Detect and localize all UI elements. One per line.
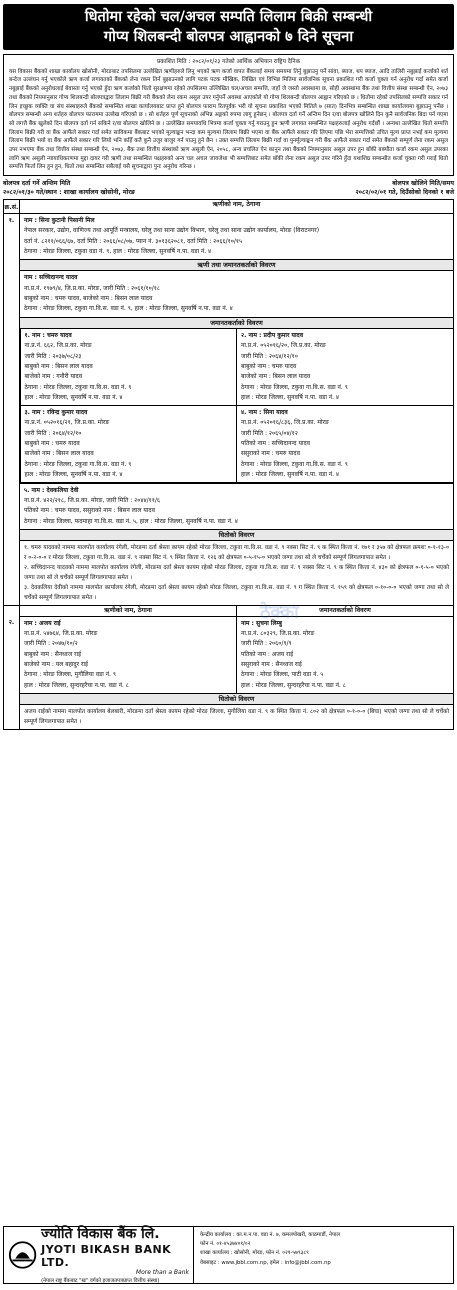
guarantor-name: ५. नाम : देवकलिया देवी — [24, 486, 79, 494]
auction-table — [3, 199, 454, 730]
guarantor-line: बाजेको नाम : बिसन लाल यादव — [24, 450, 94, 458]
notice-title — [3, 4, 454, 50]
notice-paragraph: यस विकास बैंकको शाखा कार्यालय खोसोनी, मोरङबाट तपसिलमा उल्लेखित ऋणीहरुले लिनु भएको ऋण कर्जा वापत बैंकलाई समय समयमा तिर्नु बुझाउनु पर्ने सांवा, ब्याज, थप ब्याज, आदि तालिरी नबुझाई कर्जाको शर्त बन्देज उल्लंघन गर्नु भएकोले ऋण कर्जा लगायतको बैंकको लेना रकम तिर्न बुझाउनको लागि पटक पटक मौखिक, लिखित एवं विभिन्न मितिमा सार्वजनिक सूचना प्रकाशित गरी कर्जा चुक्ता गर्न अनुरोध गर्दा समेत कर्जा नबुझाई बैंकको अनुरोधलाई बेवास्ता गर्नु भएको हुँदा ऋण कर्जाको धितो सुरक्षणमा रहेको तपसिलमा उल्लिखित चल/अचल सम्पत्ति, जहाँ जे जस्तो अवस्थामा छ, सोही अवस्थामा बैंक तथा वित्तीय संस्था सम्बन्धी ऐन, २०७३ तथा बैंकको नियमानुसार गोप्य शिलबन्दी बोलपत्रद्वारा लिलाम बिक्री गरी बैंकको लेना रकम असुल उपर गर्नुपर्ने अवस्था आएकोले यो गोप्य शिलबन्दी बोलपत्र आह्वान गरिएको छ । धितोमा रहेको तपसिलको सम्पत्ति सकार गर्न लिन इच्छुक व्यक्ति वा संघ संस्थाहरुले बैंकको सम्बन्धित शाखा कार्यालयबाट प्राप्त हुने बोलपत्र फाराम रितपूर्वक भरी यो सूचना प्रकाशित भएको मितिले ७ (सात) दिनभित्र सम्बन्धित शाखा कार्यालयमा बुझाउनु पर्नेछ । बोलपत्र सम्बन्धी अन्य शर्तहरु बोलपत्र फाराममा उल्लेख गरिएको छ । सो शर्तहरु पूर्ण सूचनाको अभिन्न अङ्गको रुपमा लागु हुनेछन् । बोलपत्र दर्ता गर्ने अन्तिम दिन र/वा बोलपत्र खोलिने दिन कुनै सार्वजनिक बिदा पर्न गएमा सो लगत्तै बैंक खुलेको दिन बोलपत्र दर्ता गर्न सकिने र/वा बोलपत्र खोलिने छ । उल्लेखित समयावधि भित्रमा कर्जा चुक्ता गर्नु गराउनु हुन ऋणी लगायत सम्बन्धित पक्षहरुलाई अनुरोध गर्दछौं । अन्यथा उल्लेखित धितो सम्पत्ति लिलाम बिक्री गरी वा बैंक आफैंले सकार गर्दा समेत साविकमा बैंकबाट भएको मूल्याङ्कन भन्दा कम मूल्यमा लिलाम बिक्री भएमा वा बैंक आफैंले सकार गरि लिएमा पछि भेरा सम्पत्तिको उचित मूल्य प्राप्त नभई कम मूल्यमा लिलाम बिक्री भयो वा बैंक आफैंले सकार गरि लियो भनि कहिँ कतै कुनै उजुर बाजुर गर्न पाउनु हुने छैन । उक्त सम्पत्ति लिलाम बिक्री गर्दा वा पुनर्मूल्याङ्कन गरी बैंक आफैंले सकार गर्दा समेत बैंकको सम्पूर्ण लेना रकम असुल उपर नभएमा बैंक तथा वित्तीय संस्था सम्बन्धी ऐन, २०७३, बैंक तथा वित्तीय संस्थाको ऋण असुली ऐन, २०५८, अन्य प्रचलित ऐन कानुन तथा बैंकको नियमानुसार असुल उपर हुन बाँकी बक्यौता कर्जा रकम असुल उपरका लागि ऋण असुली न्यायाधिकरणमा मुद्दा दायर गरी ऋणी तथा सम्बन्धित पक्षहरुको अन्य चल अचल जायजेथा भी सम्पत्तिबाट समेत बाँकी लेना रकम असुल उपर गरिने हुँदा यथाशिघ्र सम्बन्धीत कर्जा चुक्ता गरी गराई धितो सम्पत्ति फिर्ता लिन हुन हुन, धितो तथा सम्बन्धित सबैलाई यसै सूचनाद्वारा पुनः अनुरोध गरिन्छ । — [9, 68, 448, 171]
guarantor-line: हाल : मोरङ जिल्ला, सुनवर्षि न.पा. वडा नं. ४ — [24, 393, 123, 401]
case-1-sn: १. — [4, 214, 20, 606]
guarantor-grid — [20, 329, 453, 483]
guarantor-line: ठेगाना : मोरङ जिल्ला, टकुवा गा.वि.स. वडा नं. ९ — [24, 460, 132, 468]
case-2-sn: २. — [4, 616, 20, 729]
guarantor-line: हाल : मोरङ जिल्ला, सुन्दरहरैचा न.पा. वडा नं. ८ — [241, 681, 346, 689]
guarantor-name: १. नाम : चमरु यादव — [24, 332, 72, 340]
watermark: ठेक्का — [260, 602, 299, 623]
borrower-guarantor-header: ऋणी तथा जमानतकर्ताको विवरण — [20, 259, 453, 271]
guarantor-line: पतिको नाम : अजय राई — [241, 650, 294, 658]
deadline-value: २०८२/०१/३० गते/स्थान : शाखा कार्यालय खोसोनी, मोरङ — [3, 189, 135, 197]
guarantor-line: ठेगाना : मोरङ जिल्ला, टकुवा गा.वि.स. वडा नं. ९ — [241, 383, 348, 391]
opening-label: बोलपत्र खोलिने मिति/समय — [392, 180, 454, 188]
borrower-line: ठेगाना : मोरङ जिल्ला, टकुवा वडा नं. ९, हाल : मोरङ जिल्ला, सुनवर्षि न.पा. वडा नं. ४ — [24, 248, 212, 256]
guarantor-card — [236, 405, 454, 483]
guarantor-line: बाजेको नाम : गनौरी यादव — [24, 373, 83, 381]
guarantor-name: २. नाम : प्रदीप कुमार यादव — [241, 332, 304, 340]
guarantor-name: ३. नाम : रविन्द्र कुमार यादव — [24, 409, 88, 417]
borrower-name: नाम : अजय राई — [24, 619, 61, 627]
guarantor-line: जारी मिति : २०६५/०४/१२ — [241, 429, 298, 437]
guarantor-line: जारी मिति : २०६४/१२/१० — [24, 429, 82, 437]
deadline-label: बोलपत्र दर्ता गर्ने अन्तिम मिति — [3, 180, 71, 188]
guarantor-line: ना.प्र.नं. ४२२/२१८, जि.प्र.का. मोरङ, जारी मिति : २०४४/११/६ — [24, 496, 161, 504]
bank-tagline: More than a Bank — [135, 1268, 189, 1276]
collateral-header: धितोको विवरण — [20, 529, 453, 541]
borrower-line: नेपाल सरकार, उद्योग, वाणिज्य तथा आपूर्ति मन्त्रालय, घरेलु तथा साना उद्योग विभाग, घरेलु तथा साना उद्योग कार्यालय, मोरङ (विराटनगर) — [24, 227, 320, 235]
guarantor-name: ४. नाम : सिना यादव — [241, 409, 288, 417]
borrower-line: ठेगाना : मोरङ जिल्ला, मुगौलिया वडा नं. ९ — [24, 671, 116, 679]
collateral-item: ३. देवकलिया देवीको नाममा मालपोत कार्यालय रंगेली, मोरङमा दर्ता श्रेस्ता कायम रहेको मोरङ जिल्ला, टकुवा गा.वि.स. वडा नं. ९ ग स्थित कित्ता नं. १५९ को क्षेत्रफल ०-१०-०-० भएको जग्गा तथा सो ले चर्चेको सम्पूर्ण लिगलगापात समेत । — [24, 584, 449, 601]
borrower-line: बाजेको नाम : यल बहादुर राई — [24, 661, 88, 669]
guarantor-line: ना.प्र.नं. ६६२, जि.प्र.का. मोरङ — [24, 342, 92, 350]
bank-contact — [194, 1227, 453, 1283]
sn-header: क्र.सं. — [4, 200, 20, 214]
guarantor-line: ससुराको नाम : चमरु यादव — [241, 450, 300, 458]
tender-dates — [3, 179, 454, 197]
head-office-phone: फोन नं. ०१-४५३७४०१/०२ — [200, 1241, 251, 1248]
borrower-line: बाबुको नाम : सैनध्वज राई — [24, 650, 82, 658]
guarantor-line: जारी मिति : २०६०/९/९ — [241, 640, 292, 648]
proprietor-line: ठेगाना : मोरङ जिल्ला, टकुवा गा.वि.स. वडा नं. ९, हाल : मोरङ जिल्ला, सुनवर्षि न.पा. वडा नं. ४ — [24, 305, 233, 313]
guarantor-line: ठेगाना : मोरङ जिल्ला, टकुवा गा.वि.स. वडा नं. ९ — [241, 460, 348, 468]
borrower-header: ऋणीको नाम, ठेगाना — [20, 200, 454, 214]
collateral-details — [20, 541, 453, 605]
case-1-borrower — [20, 214, 453, 259]
bank-name-nepali: ज्योति विकास बैंक लि. — [41, 1225, 160, 1242]
title-line-2: गोप्य शिलबन्दी बोलपत्र आह्वानको ७ दिने सूचना — [103, 29, 354, 45]
guarantor-line: बाबुको नाम : चमरु यादव — [24, 439, 80, 447]
borrower-line: हाल : मोरङ जिल्ला, सुन्दरहरैचा न.पा. वडा नं. ८ — [24, 681, 129, 689]
borrower-line: दर्ता नं. ८२११/०६६/६७, दर्ता मिति : २०६६/०८/०७, प्यान नं. ३०१३६२०८१, दर्ता मिति : २०६६/१०/१५ — [24, 237, 243, 245]
borrower-line: जारी मिति : २०४७/१०/२ — [24, 640, 78, 648]
guarantor-line: बाबुको नाम : चमरु यादव — [241, 362, 297, 370]
guarantor-line: जारी मिति : २०३७/०८/२३ — [24, 352, 82, 360]
guarantor-line: ठेगाना : मोरङ जिल्ला, टकुवा गा.वि.स. वडा नं. ९ — [24, 383, 132, 391]
guarantor-card — [236, 328, 454, 406]
guarantor-line: ना.प्र.नं. ०५२०१६/८३६, जि.प्र.का. मोरङ — [241, 419, 329, 427]
opening-value: २०८२/०२/०१ गते, दिउँसोको दिनको १ बजे — [355, 189, 454, 197]
guarantor-line: बाजेको नाम : बिसन लाल यादव — [241, 373, 311, 381]
collateral-item: १. चमरु यादवको नाममा मालपोत कार्यालय रंगेली, मोरङमा दर्ता श्रेस्ता कायम रहेको मोरङ जिल्ला, टकुवा गा.वि.स. वडा नं. ९ नक्सा सिट नं. ९ क स्थित कित्ता नं. १७१ र ३५७ को क्षेत्रफल क्रमशः ०-१-१३-० र ०-२-०-० र मोरङ जिल्ला, टकुवा गा.वि.स. वडा नं. ९ नक्सा सिट नं. ९ स्थित कित्ता नं. १२६ को क्षेत्रफल ०-५-१५-० भएको जग्गा तथा सो ले चर्चेको सम्पूर्ण लिगलगापात समेत । — [24, 544, 449, 561]
guarantor-line: ठेगाना : मोरङ जिल्ला, फदमाहा गा.वि.स. वडा नं. ५, हाल : मोरङ जिल्ला, सुनवर्षि न.पा. वडा नं. ४ — [24, 517, 238, 525]
notice-body — [3, 54, 454, 176]
guarantor-line: बाबुको नाम : बिसन लाल यादव — [24, 362, 93, 370]
guarantor-line: जारी मिति : २०६४/१२/१० — [241, 352, 298, 360]
case-2-borrower — [20, 617, 237, 693]
proprietor-name: नाम : सच्चिदानन्द यादव — [24, 274, 78, 282]
website-email: वेबसाइट : www.jbbl.com.np, इमेल : info@jbbl.com.np — [200, 1259, 331, 1266]
sun-logo-icon — [8, 1239, 37, 1271]
collateral-item: २. सच्चिदानन्द यादवको नाममा मालपोत कार्यालय रंगेली, मोरङमा दर्ता श्रेस्ता कायम रहेको मोरङ जिल्ला, टकुवा गा.वि.स. वडा नं. ९ नक्सा सिट नं. ९ क स्थित कित्ता नं. ४३० को क्षेत्रफल ०-१-५-० भएको जग्गा तथा सो ले चर्चेको सम्पूर्ण लिगलगापात समेत । — [24, 564, 449, 581]
guarantor-line: ससुराको नाम : सैनध्वज राई — [241, 661, 302, 669]
guarantor-card — [20, 328, 238, 406]
proprietor-line: ना.प्र.नं. १९७९/४, जि.प्र.का. मोरङ, जारी मिति : २०६१/१०/१८ — [24, 284, 161, 292]
guarantor-line: हाल : मोरङ जिल्ला, सुनवर्षि न.पा. वडा नं. ४ — [241, 470, 340, 478]
guarantor-line: हाल : मोरङ जिल्ला, सुनवर्षि न.पा. वडा नं. ४ — [24, 470, 123, 478]
guarantor2-header: जमानतकर्ताको विवरण — [319, 606, 371, 614]
case-1-proprietor — [20, 271, 453, 316]
branch-office: शाखा कार्यालय : खोसोनी, मोरङ, फोन नं. ०२१-५७९३८९ — [200, 1250, 309, 1257]
guarantor-card — [20, 483, 453, 529]
guarantor-line: हाल : मोरङ जिल्ला, सुनवर्षि न.पा. वडा नं. ४ — [241, 393, 340, 401]
guarantor-card — [20, 405, 238, 483]
collateral-header: धितोको विवरण — [20, 693, 453, 705]
guarantor-line: ना.प्र.नं. ०५२०१६/२१, जि.प्र.का. मोरङ — [24, 419, 110, 427]
borrower-name: नाम : सिना कुटानी पिसानी मिल — [24, 217, 95, 225]
bank-footer — [3, 1226, 454, 1284]
guarantor-name: नाम : सुचना लिम्बु — [241, 619, 282, 627]
head-office: केन्द्रीय कार्यालय : का.म.न.पा. वडा नं. ७, कमलपोखरी, काठमाडौं, नेपाल — [200, 1232, 340, 1238]
collateral-details: अजय राईको नाममा मालपोत कार्यालय बेलबारी, मोरङमा दर्ता श्रेस्ता कायम रहेको मोरङ जिल्ला, मुगौलिया वडा नं. ९ क स्थित कित्ता नं. ८०२ को क्षेत्रफल ०-१-०-० (बिघा) भएको जग्गा तथा सो ले चर्चेको सम्पूर्ण लिगलगापात समेत । — [24, 708, 449, 725]
borrower-line: ना.प्र.नं. ५४७६४, जि.प्र.का. मोरङ — [24, 630, 98, 638]
case-2-guarantor — [237, 617, 453, 693]
guarantor-line: पतिको नाम : चमरु यादव, ससुराको नाम : बिसन लाल यादव — [24, 507, 155, 515]
bank-name-english: JYOTI BIKASH BANK LTD. — [41, 1242, 172, 1269]
title-line-1: धितोमा रहेको चल/अचल सम्पति लिलाम बिक्री सम्बन्धी — [84, 9, 373, 25]
guarantor-line: ठेगाना : मोरङ जिल्ला, पाटी वडा नं. ५ — [241, 671, 324, 679]
guarantors-header: जमानतकर्ताको विवरण — [20, 317, 453, 329]
license-note: (नेपाल राष्ट्र बैंकबाट "ख" वर्गको इजाजतपत्रप्राप्त वित्तीय संस्था) — [41, 1277, 160, 1284]
published-date: प्रकाशित मिति : २०८२/०१/२३ गतेको आर्थिक अभियान राष्ट्रिय दैनिक — [156, 59, 301, 65]
guarantor-line: ना.प्र.नं. ०५२०१६/२०, जि.प्र.का. मोरङ — [241, 342, 326, 350]
bank-logo — [4, 1227, 194, 1283]
guarantor-line: ना.प्र.नं. ८०३२९, जि.प्र.का. मोरङ — [241, 630, 315, 638]
guarantor-line: पतिको नाम : सच्चिदानन्द यादव — [241, 439, 311, 447]
borrower2-header: ऋणीको नाम, ठेगाना — [20, 606, 237, 616]
proprietor-line: बाबुको नाम : चमरु यादव, बाजेको नाम : बिसन लाल यादव — [24, 294, 153, 302]
